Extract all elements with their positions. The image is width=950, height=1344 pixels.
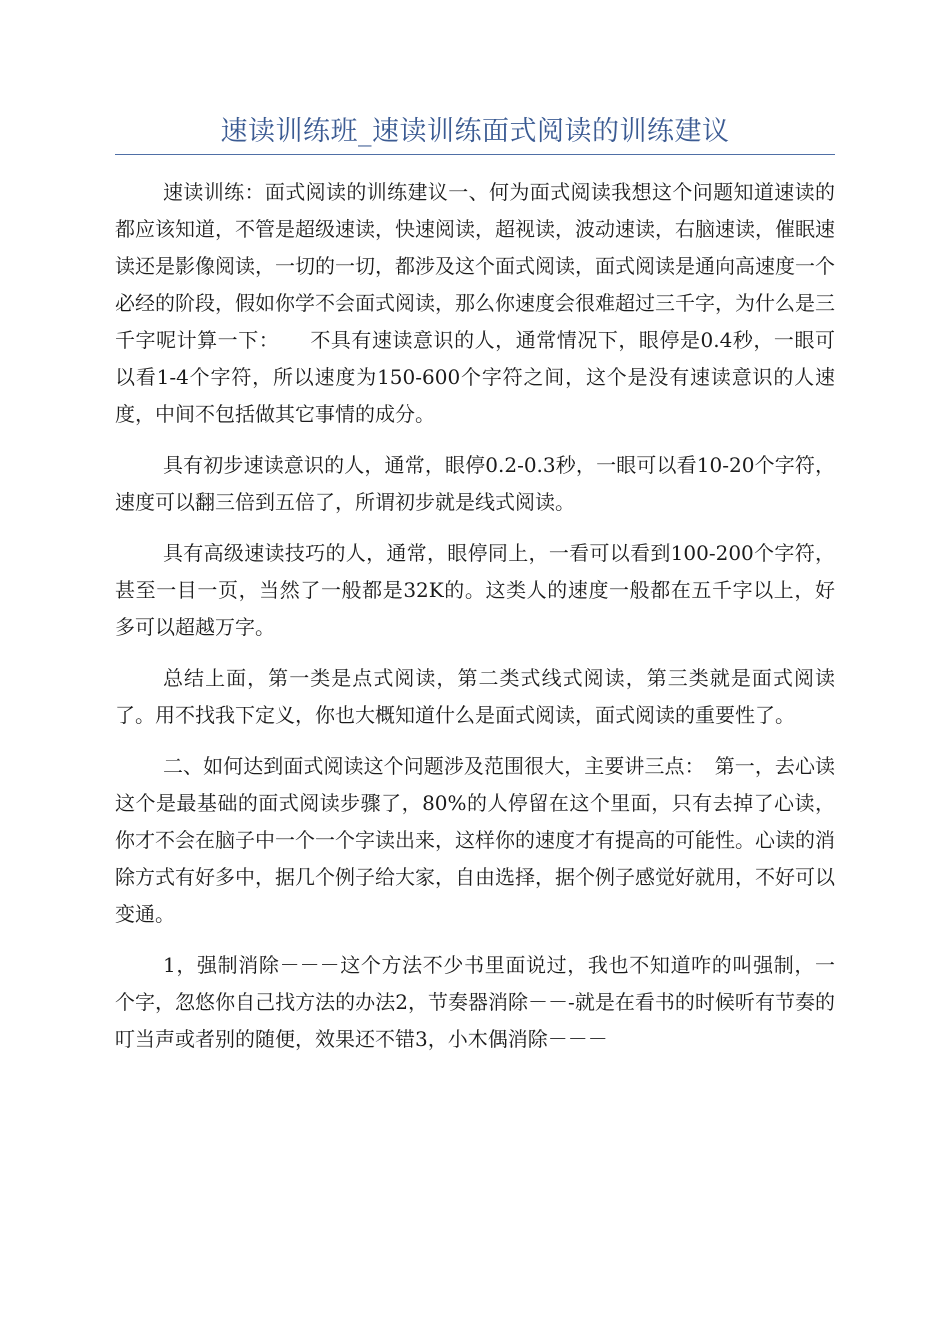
paragraph-6: 1，强制消除－－－这个方法不少书里面说过，我也不知道咋的叫强制，一个字，忽悠你自己找方法的办法2，节奏器消除－－-就是在看书的时候听有节奏的叮当声或者别的随便，效果还不错3，小木偶消除－－－ [115, 953, 835, 1051]
title-underline [115, 154, 835, 155]
paragraph-1: 速读训练：面式阅读的训练建议一、何为面式阅读我想这个问题知道速读的都应该知道，不管是超级速读，快速阅读，超视读，波动速读，右脑速读，催眠速读还是影像阅读，一切的一切，都涉及这个面式阅读，面式阅读是通向高速度一个必经的阶段，假如你学不会面式阅读，那么你速度会很难超过三千字，为什么是三千字呢计算一下： 不具有速读意识的人，通常情况下，眼停是0.4秒，一眼可以看1-4个字符，所以速度为150-600个字符之间，这个是没有速读意识的人速度，中间不包括做其它事情的成分。 [115, 180, 835, 426]
paragraph-4: 总结上面，第一类是点式阅读，第二类式线式阅读，第三类就是面式阅读了。用不找我下定义，你也大概知道什么是面式阅读，面式阅读的重要性了。 [115, 666, 835, 727]
paragraph-3: 具有高级速读技巧的人，通常，眼停同上，一看可以看到100-200个字符，甚至一目一页，当然了一般都是32K的。这类人的速度一般都在五千字以上，好多可以超越万字。 [115, 541, 835, 639]
document-title: 速读训练班_速读训练面式阅读的训练建议 [220, 116, 730, 147]
document-body [115, 174, 835, 1072]
paragraph-5: 二、如何达到面式阅读这个问题涉及范围很大，主要讲三点： 第一，去心读这个是最基础的面式阅读步骤了，80%的人停留在这个里面，只有去掉了心读，你才不会在脑子中一个一个字读出来，这样你的速度才有提高的可能性。心读的消除方式有好多中，据几个例子给大家，自由选择，据个例子感觉好就用，不好可以变通。 [115, 754, 835, 926]
paragraph-2: 具有初步速读意识的人，通常，眼停0.2-0.3秒，一眼可以看10-20个字符，速度可以翻三倍到五倍了，所谓初步就是线式阅读。 [115, 453, 835, 514]
